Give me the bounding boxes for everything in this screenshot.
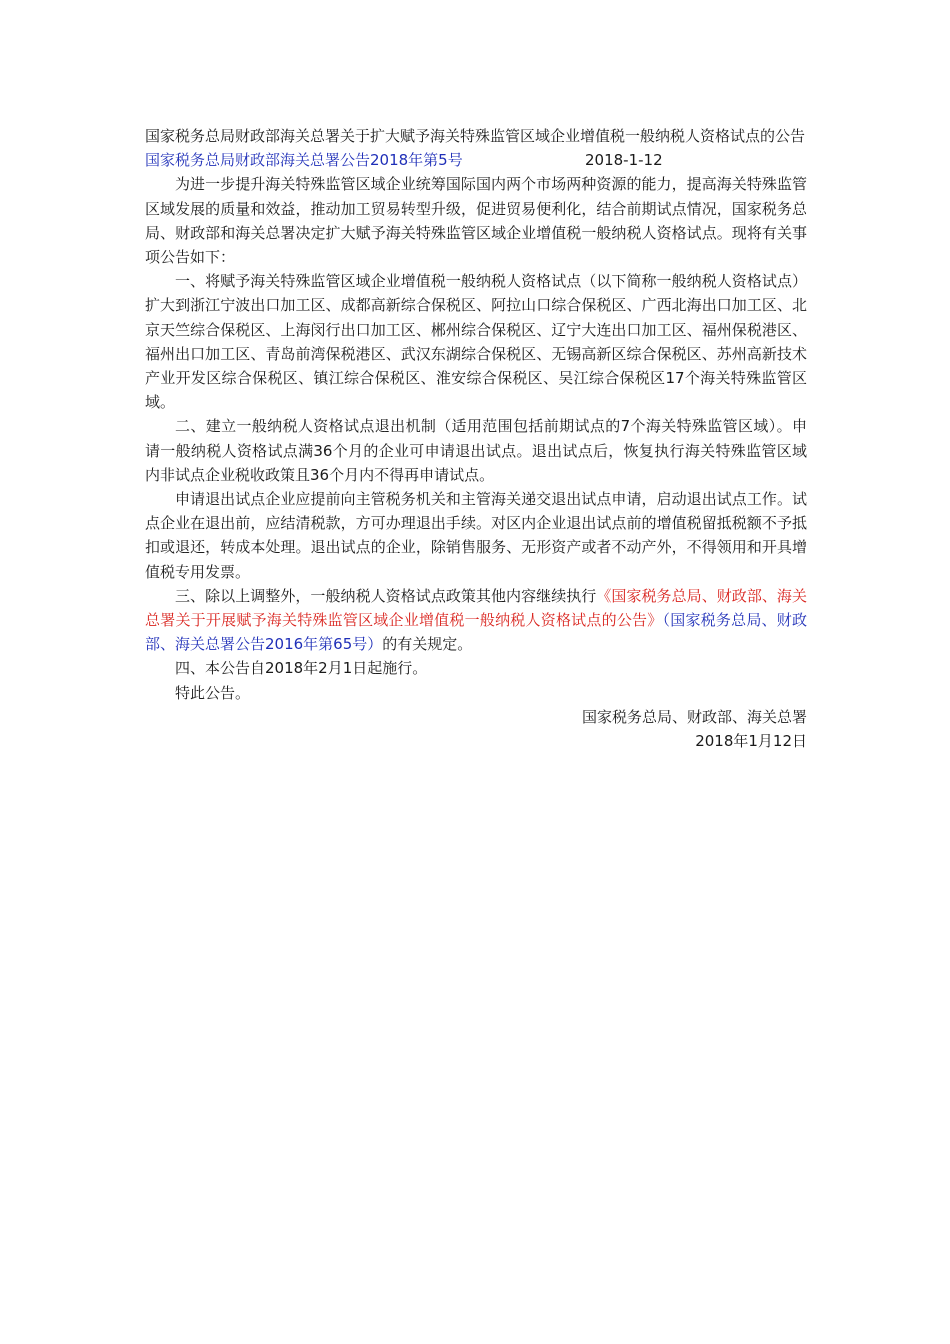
- document-subhead: [145, 148, 807, 172]
- item-4-paragraph: 四、本公告自2018年2月1日起施行。: [175, 659, 428, 678]
- item-3-paragraph: [145, 584, 807, 657]
- referenced-announcement-number-link[interactable]: （国家税务总局、财政部、海关总署公告2016年第65号）: [145, 611, 807, 654]
- referenced-announcement-link[interactable]: 《国家税务总局、财政部、海关总署关于开展赋予海关特殊监管区域企业增值税一般纳税人资格试点的公告》: [145, 586, 807, 630]
- item-3-prefix: 三、除以上调整外，一般纳税人资格试点政策其他内容继续执行: [175, 586, 597, 605]
- document-title: 国家税务总局财政部海关总署关于扩大赋予海关特殊监管区域企业增值税一般纳税人资格试点的公告: [145, 127, 806, 145]
- item-2-paragraph: 二、建立一般纳税人资格试点退出机制（适用范围包括前期试点的7个海关特殊监管区域）。申请一般纳税人资格试点满36个月的企业可申请退出试点。退出试点后，恢复执行海关特殊监管区域内非试点企业税收政策且36个月内不得再申请试点。: [145, 417, 807, 484]
- intro-paragraph: 为进一步提升海关特殊监管区域企业统筹国际国内两个市场两种资源的能力，提高海关特殊监管区域发展的质量和效益，推动加工贸易转型升级，促进贸易便利化，结合前期试点情况，国家税务总局、财政部和海关总署决定扩大赋予海关特殊监管区域企业增值税一般纳税人资格试点。现将有关事项公告如下：: [145, 175, 807, 267]
- item-1-paragraph: 一、将赋予海关特殊监管区域企业增值税一般纳税人资格试点（以下简称一般纳税人资格试点）扩大到浙江宁波出口加工区、成都高新综合保税区、阿拉山口综合保税区、广西北海出口加工区、北京天竺综合保税区、上海闵行出口加工区、郴州综合保税区、辽宁大连出口加工区、福州保税港区、福州出口加工区、青岛前湾保税港区、武汉东湖综合保税区、无锡高新区综合保税区、苏州高新技术产业开发区综合保税区、镇江综合保税区、淮安综合保税区、吴江综合保税区17个海关特殊监管区域。: [145, 272, 807, 412]
- closing-paragraph: 特此公告。: [175, 683, 251, 702]
- publish-date: 2018-1-12: [585, 151, 663, 170]
- item-2b-paragraph: 申请退出试点企业应提前向主管税务机关和主管海关递交退出试点申请，启动退出试点工作。试点企业在退出前，应结清税款，方可办理退出手续。对区内企业退出试点前的增值税留抵税额不予抵扣或退还，转成本处理。退出试点的企业，除销售服务、无形资产或者不动产外，不得领用和开具增值税专用发票。: [145, 490, 807, 581]
- item-3-suffix: 的有关规定。: [382, 635, 473, 654]
- signature-issuer: 国家税务总局、财政部、海关总署: [581, 707, 807, 726]
- document-body: [145, 124, 807, 753]
- document-number-link[interactable]: 国家税务总局财政部海关总署公告2018年第5号: [145, 151, 463, 170]
- signature-date: 2018年1月12日: [695, 732, 807, 751]
